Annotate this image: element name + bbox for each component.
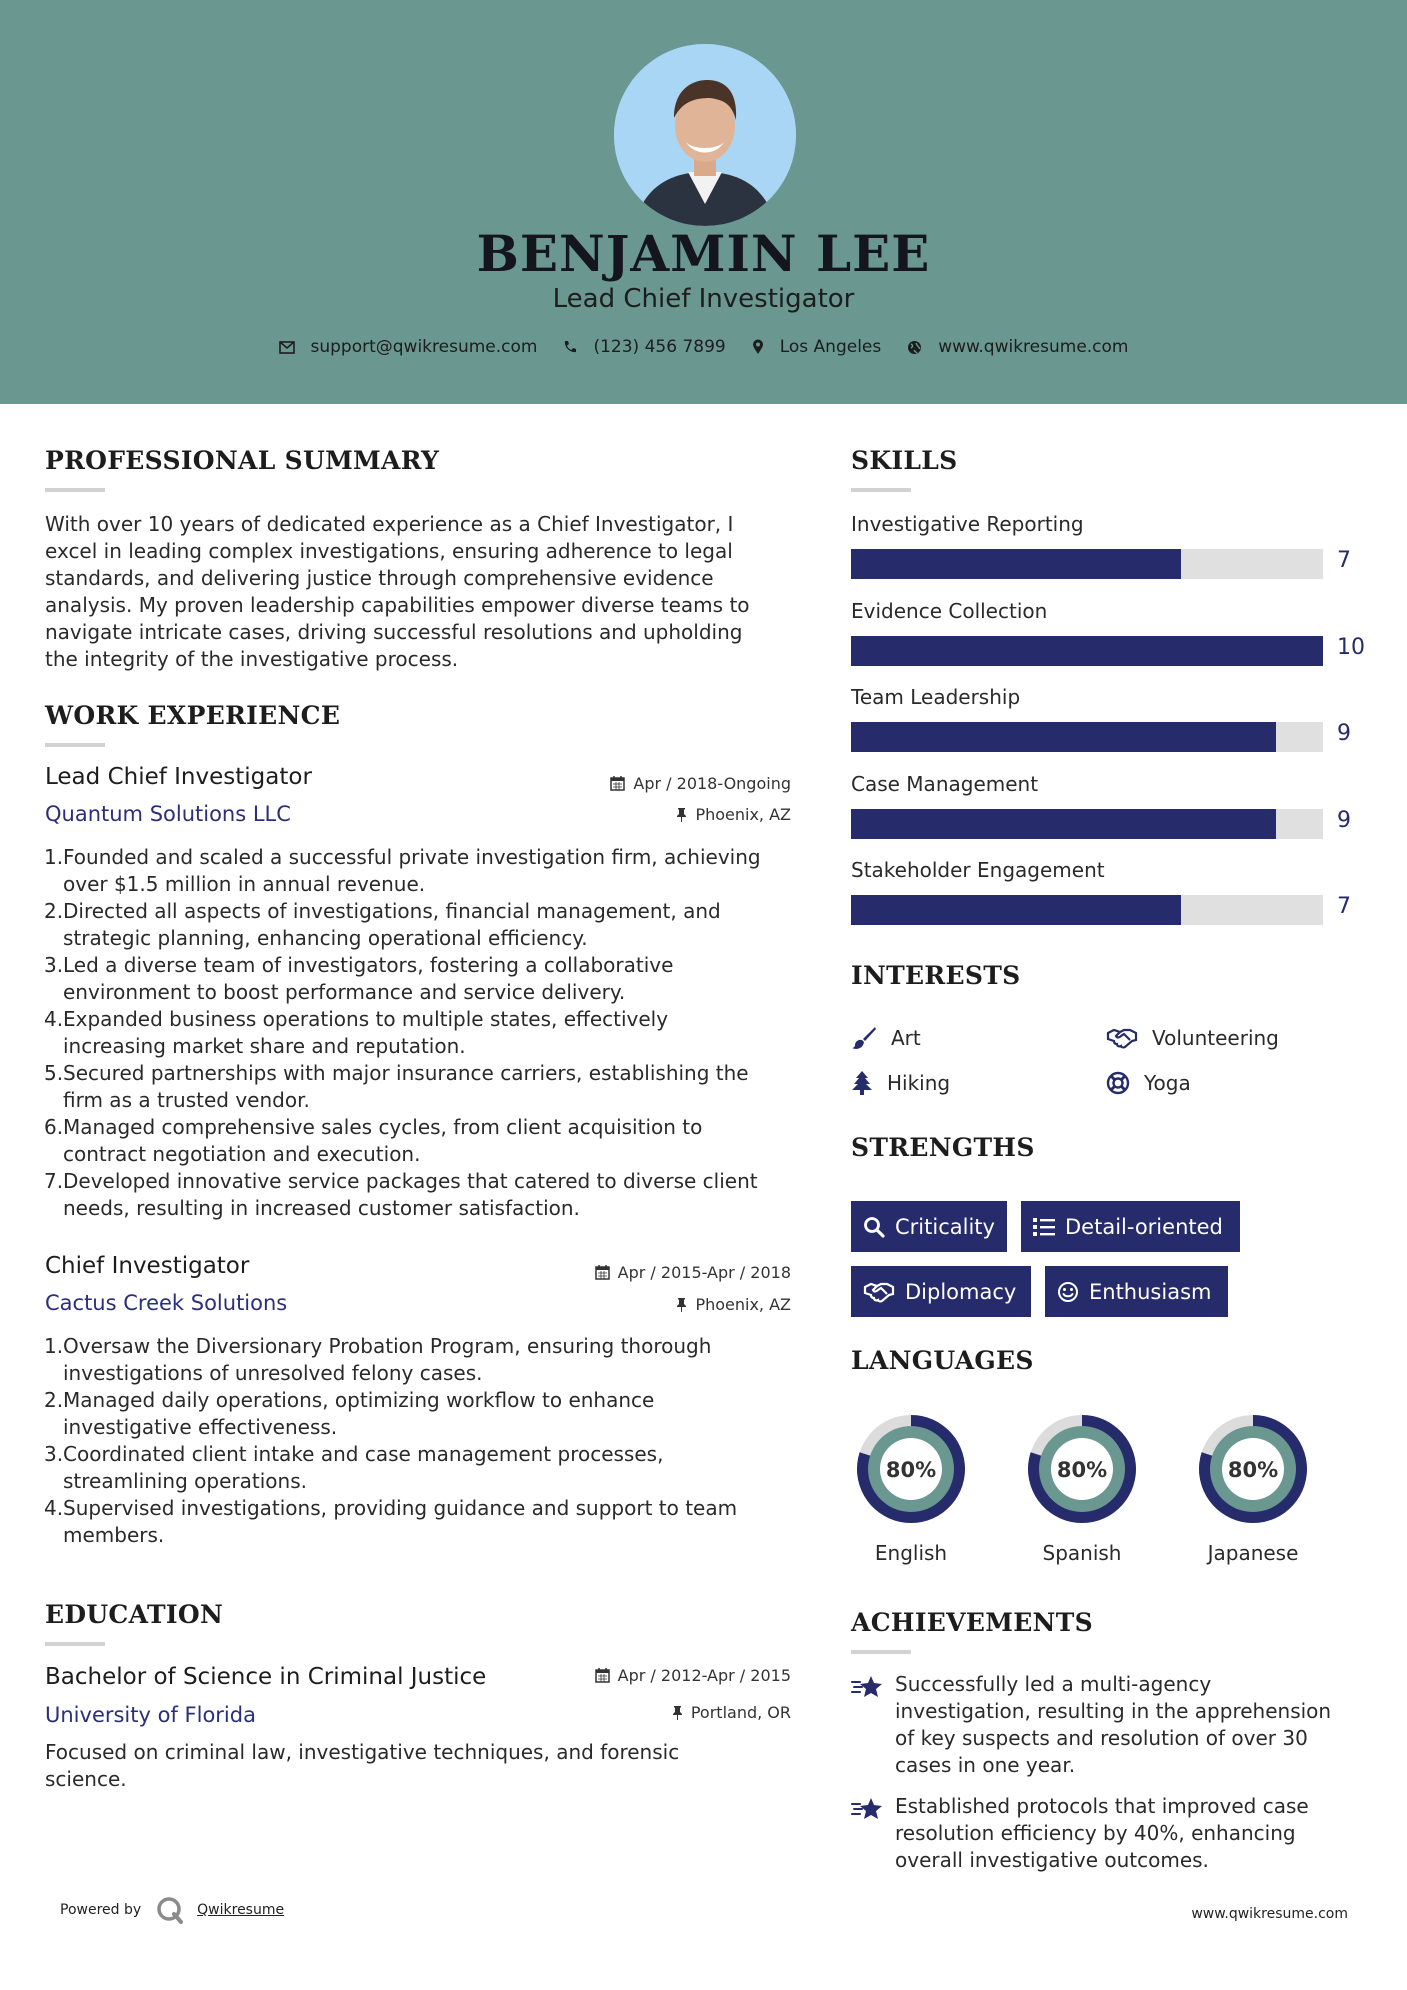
phone-text: (123) 456 7899 xyxy=(593,337,726,357)
list-item xyxy=(45,952,805,1006)
skills-heading-rule xyxy=(851,488,911,492)
summary-line: the integrity of the investigative process. xyxy=(45,647,459,671)
company-name: Cactus Creek Solutions xyxy=(45,1291,288,1315)
summary-line: excel in leading complex investigations, ensuring adherence to legal xyxy=(45,539,733,563)
skill-bar-track xyxy=(851,722,1323,752)
list-text: over $1.5 million in annual revenue. xyxy=(63,872,426,896)
envelope-icon xyxy=(279,341,295,354)
skill-bar-fill xyxy=(851,722,1276,752)
interest-label: Hiking xyxy=(887,1071,951,1095)
education-dates xyxy=(480,1666,791,1685)
achievement-line: Established protocols that improved case xyxy=(895,1794,1309,1818)
contact-email[interactable] xyxy=(279,337,538,357)
job-responsibilities xyxy=(45,1333,805,1549)
language-gauge xyxy=(849,1407,973,1531)
education-line: science. xyxy=(45,1767,127,1791)
strength-enthusiasm xyxy=(1045,1266,1228,1317)
search-icon xyxy=(863,1216,885,1238)
skill-name: Team Leadership xyxy=(851,685,1021,709)
language-gauge xyxy=(1020,1407,1144,1531)
globe-icon xyxy=(907,340,922,355)
summary-line: navigate intricate cases, driving successful resolutions and upholding xyxy=(45,620,743,644)
list-text: Led a diverse team of investigators, fostering a collaborative xyxy=(63,953,674,977)
summary-line: analysis. My proven leadership capabilities empower diverse teams to xyxy=(45,593,750,617)
interest-label: Art xyxy=(891,1026,921,1050)
achievement-line: overall investigative outcomes. xyxy=(895,1848,1209,1872)
list-item xyxy=(45,1114,805,1168)
contact-location xyxy=(752,337,882,357)
list-number: 1. xyxy=(44,845,64,869)
contact-website[interactable] xyxy=(907,337,1128,357)
strength-diplomacy xyxy=(851,1266,1031,1317)
job-responsibilities xyxy=(45,844,805,1222)
interests-heading: INTERESTS xyxy=(851,961,1021,990)
education-heading-rule xyxy=(45,1642,105,1646)
list-number: 3. xyxy=(44,953,64,977)
interest-hiking xyxy=(851,1071,950,1095)
handshake-icon xyxy=(1106,1027,1138,1049)
candidate-title: Lead Chief Investigator xyxy=(552,284,855,314)
list-text: Directed all aspects of investigations, financial management, and xyxy=(63,899,721,923)
pushpin-icon xyxy=(672,1705,683,1720)
qwikresume-link[interactable]: Qwikresume xyxy=(197,1902,285,1918)
experience-heading-rule xyxy=(45,743,105,747)
education-location-text: Portland, OR xyxy=(690,1703,791,1722)
strength-label: Criticality xyxy=(895,1214,995,1239)
list-text: Coordinated client intake and case management processes, xyxy=(63,1442,664,1466)
list-item xyxy=(45,844,805,898)
list-text: investigative effectiveness. xyxy=(63,1415,338,1439)
achievement-item xyxy=(851,1671,1355,1779)
list-text: Secured partnerships with major insurance carriers, establishing the xyxy=(63,1061,749,1085)
language-name: Spanish xyxy=(1042,1541,1122,1565)
list-text: Supervised investigations, providing guidance and support to team xyxy=(63,1496,738,1520)
strength-detail-oriented xyxy=(1021,1201,1240,1252)
education-line: Focused on criminal law, investigative techniques, and forensic xyxy=(45,1740,680,1764)
list-item xyxy=(45,1060,805,1114)
language-gauge xyxy=(1191,1407,1315,1531)
email-text: support@qwikresume.com xyxy=(310,337,538,357)
list-number: 4. xyxy=(44,1007,64,1031)
strengths-heading: STRENGTHS xyxy=(851,1133,1035,1162)
skill-bar-track xyxy=(851,895,1323,925)
list-text: environment to boost performance and service delivery. xyxy=(63,980,626,1004)
gauge-percent: 80% xyxy=(885,1458,937,1482)
list-number: 5. xyxy=(44,1061,64,1085)
skill-score: 7 xyxy=(1337,894,1351,919)
list-text: contract negotiation and execution. xyxy=(63,1142,421,1166)
list-number: 7. xyxy=(44,1169,64,1193)
gauge-percent: 80% xyxy=(1227,1458,1279,1482)
list-text: Developed innovative service packages that catered to diverse client xyxy=(63,1169,758,1193)
education-heading: EDUCATION xyxy=(45,1600,224,1629)
list-icon xyxy=(1033,1217,1055,1237)
handshake-icon xyxy=(863,1281,895,1303)
education-description xyxy=(45,1739,805,1793)
skill-score: 9 xyxy=(1337,807,1351,833)
shooting-star-icon xyxy=(851,1795,883,1821)
skill-bar-track xyxy=(851,636,1323,666)
website-text: www.qwikresume.com xyxy=(938,337,1129,357)
job-dates xyxy=(480,1263,791,1282)
language-english xyxy=(831,1407,991,1565)
achievement-line: resolution efficiency by 40%, enhancing xyxy=(895,1821,1296,1845)
list-text: firm as a trusted vendor. xyxy=(63,1088,310,1112)
skill-bar-fill xyxy=(851,809,1276,839)
summary-text xyxy=(45,511,805,673)
achievement-line: of key suspects and resolution of over 30 xyxy=(895,1726,1308,1750)
strength-criticality xyxy=(851,1201,1007,1252)
languages-heading: LANGUAGES xyxy=(851,1346,1034,1375)
summary-heading: PROFESSIONAL SUMMARY xyxy=(45,446,440,475)
list-text: Managed daily operations, optimizing workflow to enhance xyxy=(63,1388,655,1412)
qwikresume-logo-icon xyxy=(155,1895,185,1925)
list-item xyxy=(45,1168,805,1222)
achievement-item xyxy=(851,1793,1355,1874)
skill-bar-fill xyxy=(851,636,1323,666)
skill-name: Case Management xyxy=(851,771,1039,796)
paintbrush-icon xyxy=(851,1026,877,1050)
list-item xyxy=(45,1333,805,1387)
list-item xyxy=(45,1441,805,1495)
powered-by-text: Powered by xyxy=(60,1902,142,1918)
interest-volunteering xyxy=(1106,1026,1279,1050)
life-ring-icon xyxy=(1106,1071,1130,1095)
skill-bar-fill xyxy=(851,549,1181,579)
list-text: strategic planning, enhancing operational efficiency. xyxy=(63,926,588,950)
achievement-line: investigation, resulting in the apprehension xyxy=(895,1699,1332,1723)
contact-bar xyxy=(0,337,1407,357)
achievements-heading: ACHIEVEMENTS xyxy=(851,1608,1093,1637)
gauge-percent: 80% xyxy=(1056,1458,1108,1482)
skill-score: 7 xyxy=(1337,548,1351,573)
achievement-line: cases in one year. xyxy=(895,1753,1076,1777)
list-text: Oversaw the Diversionary Probation Program, ensuring thorough xyxy=(63,1334,712,1358)
list-text: increasing market share and reputation. xyxy=(63,1034,466,1058)
list-number: 1. xyxy=(44,1334,64,1358)
summary-line: standards, and delivering justice through comprehensive evidence xyxy=(45,566,714,590)
list-text: Expanded business operations to multiple states, effectively xyxy=(63,1007,669,1031)
company-name: Quantum Solutions LLC xyxy=(45,802,291,826)
list-item xyxy=(45,1387,805,1441)
skill-score: 9 xyxy=(1337,721,1351,746)
job-dates xyxy=(480,774,791,793)
language-japanese xyxy=(1173,1407,1333,1565)
list-text: needs, resulting in increased customer satisfaction. xyxy=(63,1196,580,1220)
experience-heading: WORK EXPERIENCE xyxy=(45,701,341,730)
strength-label: Detail-oriented xyxy=(1065,1214,1223,1239)
strength-label: Enthusiasm xyxy=(1089,1279,1212,1304)
education-location xyxy=(480,1703,791,1722)
list-number: 6. xyxy=(44,1115,64,1139)
job-location-text: Phoenix, AZ xyxy=(695,1295,791,1314)
language-name: Japanese xyxy=(1207,1541,1299,1565)
degree-title: Bachelor of Science in Criminal Justice xyxy=(45,1664,487,1690)
skill-bar-track xyxy=(851,549,1323,579)
achievement-text xyxy=(895,1793,1355,1874)
job-dates-text: Apr / 2015-Apr / 2018 xyxy=(617,1263,791,1282)
interest-label: Volunteering xyxy=(1152,1026,1279,1050)
list-text: investigations of unresolved felony cases. xyxy=(63,1361,483,1385)
strength-label: Diplomacy xyxy=(905,1279,1017,1304)
tree-icon xyxy=(851,1071,873,1095)
calendar-icon xyxy=(595,1668,610,1683)
list-item xyxy=(45,1495,805,1549)
achievement-line: Successfully led a multi-agency xyxy=(895,1672,1212,1696)
list-number: 2. xyxy=(44,899,64,923)
footer-powered-by xyxy=(60,1895,284,1925)
list-number: 2. xyxy=(44,1388,64,1412)
job-location xyxy=(480,805,791,824)
person-portrait-icon xyxy=(614,44,796,226)
footer-website[interactable]: www.qwikresume.com xyxy=(1191,1906,1348,1922)
summary-line: With over 10 years of dedicated experience as a Chief Investigator, I xyxy=(45,512,734,536)
education-dates-text: Apr / 2012-Apr / 2015 xyxy=(617,1666,791,1685)
job-title: Chief Investigator xyxy=(45,1253,250,1279)
smile-icon xyxy=(1057,1281,1079,1303)
location-text: Los Angeles xyxy=(779,337,882,357)
pushpin-icon xyxy=(676,807,687,822)
list-text: members. xyxy=(63,1523,165,1547)
skill-bar-track xyxy=(851,809,1323,839)
calendar-icon xyxy=(595,1265,610,1280)
skill-bar-fill xyxy=(851,895,1181,925)
job-dates-text: Apr / 2018-Ongoing xyxy=(633,774,791,793)
list-text: streamlining operations. xyxy=(63,1469,307,1493)
list-number: 3. xyxy=(44,1442,64,1466)
skill-score: 10 xyxy=(1337,634,1365,660)
achievement-text xyxy=(895,1671,1355,1779)
list-item xyxy=(45,898,805,952)
pushpin-icon xyxy=(676,1297,687,1312)
list-item xyxy=(45,1006,805,1060)
job-title: Lead Chief Investigator xyxy=(45,764,312,790)
profile-photo xyxy=(614,44,796,226)
skill-name: Investigative Reporting xyxy=(851,512,1084,536)
skill-name: Evidence Collection xyxy=(851,598,1048,623)
summary-heading-rule xyxy=(45,488,105,492)
calendar-icon xyxy=(610,776,625,791)
list-text: Founded and scaled a successful private investigation firm, achieving xyxy=(63,845,761,869)
language-name: English xyxy=(874,1541,948,1565)
interest-art xyxy=(851,1026,921,1050)
map-marker-icon xyxy=(752,339,764,355)
candidate-name: BENJAMIN LEE xyxy=(476,224,931,283)
phone-icon xyxy=(563,340,577,354)
language-spanish xyxy=(1002,1407,1162,1565)
job-location xyxy=(480,1295,791,1314)
achievements-heading-rule xyxy=(851,1650,911,1654)
list-number: 4. xyxy=(44,1496,64,1520)
skill-name: Stakeholder Engagement xyxy=(851,858,1105,882)
interest-label: Yoga xyxy=(1144,1071,1191,1095)
list-text: Managed comprehensive sales cycles, from client acquisition to xyxy=(63,1115,703,1139)
shooting-star-icon xyxy=(851,1673,883,1699)
resume-header xyxy=(0,0,1407,404)
interest-yoga xyxy=(1106,1071,1191,1095)
skills-heading: SKILLS xyxy=(851,446,958,475)
contact-phone[interactable] xyxy=(563,337,725,357)
school-name: University of Florida xyxy=(45,1703,256,1727)
job-location-text: Phoenix, AZ xyxy=(695,805,791,824)
